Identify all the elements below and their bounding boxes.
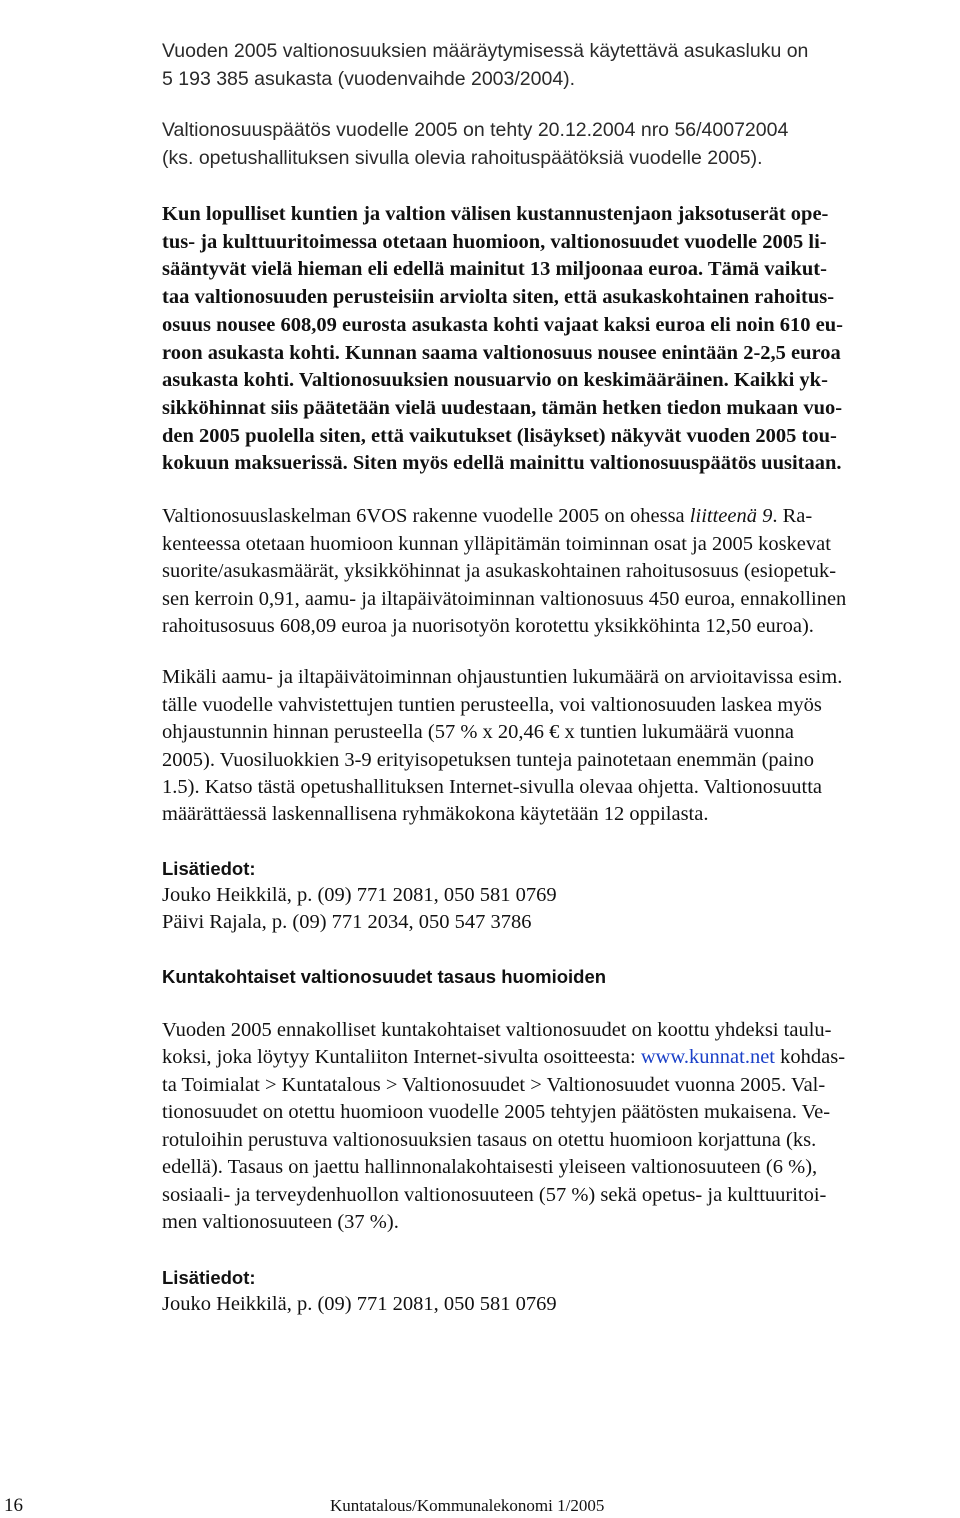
bold-line: taa valtionosuuden perusteisiin arviolta siten, että asukaskohtainen rahoitus- [162,286,835,308]
morning-line: ohjaustunnin hinnan perusteella (57 % x 20,46 € x tuntien lukumäärä vuonna [162,721,794,743]
section-line: men valtionosuuteen (37 %). [162,1211,399,1233]
publication-name: Kuntatalous/Kommunalekonomi 1/2005 [330,1496,605,1515]
morning-line: 2005). Vuosiluokkien 3-9 erityisopetuksen tunteja painotetaan enemmän (paino [162,749,814,771]
intro-line: (ks. opetushallituksen sivulla olevia rahoituspäätöksiä vuodelle 2005). [162,147,763,169]
bold-line: asukasta kohti. Valtionosuuksien nousuarvio on keskimääräinen. Kaikki yk- [162,369,828,391]
attachment-reference: liitteenä 9 [689,505,773,527]
intro-line: Vuoden 2005 valtionosuuksien määräytymisessä käytettävä asukasluku on [162,40,809,62]
bold-line: Kun lopulliset kuntien ja valtion välisen kustannustenjaon jaksotuserät ope- [162,203,829,225]
section-line: tionosuudet on otettu huomioon vuodelle 2005 tehtyjen päätösten mukaisena. Ve- [162,1101,831,1123]
contacts-heading: Lisätiedot: [162,1267,256,1288]
bold-line: roon asukasta kohti. Kunnan saama valtionosuus nousee enintään 2-2,5 euroa [162,342,841,364]
structure-text: . Ra- [772,505,813,527]
structure-line: suorite/asukasmäärät, yksikköhinnat ja asukaskohtainen rahoitusosuus (esiopetuk- [162,560,837,582]
section-line [162,1044,845,1070]
contact-line: Jouko Heikkilä, p. (09) 771 2081, 050 581 0769 [162,1293,557,1315]
contact-line: Jouko Heikkilä, p. (09) 771 2081, 050 581 0769 [162,884,557,906]
section-line: Vuoden 2005 ennakolliset kuntakohtaiset valtionosuudet on koottu yhdeksi taulu- [162,1019,832,1041]
bold-line: kokuun maksuerissä. Siten myös edellä mainittu valtionosuuspäätös uusitaan. [162,452,842,474]
section-line: sosiaali- ja terveydenhuollon valtionosuuteen (57 %) sekä opetus- ja kulttuuritoi- [162,1184,827,1206]
section-line: ta Toimialat > Kuntatalous > Valtionosuudet > Valtionosuudet vuonna 2005. Val- [162,1074,826,1096]
morning-line: 1.5). Katso tästä opetushallituksen Internet-sivulla olevaa ohjetta. Valtionosuutta [162,776,823,798]
bold-line: sikköhinnat siis päätetään vielä uudestaan, tämän hetken tiedon mukaan vuo- [162,397,843,419]
bold-line: tus- ja kulttuuritoimessa otetaan huomioon, valtionosuudet vuodelle 2005 li- [162,231,827,253]
structure-line: kenteessa otetaan huomioon kunnan ylläpitämän toiminnan osat ja 2005 koskevat [162,533,831,555]
kunnat-link[interactable]: www.kunnat.net [640,1046,775,1068]
page-number: 16 [4,1495,23,1516]
section-text: kohdas- [775,1046,846,1068]
section-line: rotuloihin perustuva valtionosuuksien tasaus on otettu huomioon korjattuna (ks. [162,1129,817,1151]
intro-line: 5 193 385 asukasta (vuodenvaihde 2003/2004). [162,68,576,90]
structure-line [162,503,812,529]
structure-text: Valtionosuuslaskelman 6VOS rakenne vuodelle 2005 on ohessa [162,505,690,527]
bold-line: osuus nousee 608,09 eurosta asukasta kohti vajaat kaksi euroa eli noin 610 eu- [162,314,843,336]
morning-line: Mikäli aamu- ja iltapäivätoiminnan ohjaustuntien lukumäärä on arvioitavissa esim. [162,666,843,688]
section-heading: Kuntakohtaiset valtionosuudet tasaus huomioiden [162,966,607,987]
contacts-heading: Lisätiedot: [162,858,256,879]
contact-line: Päivi Rajala, p. (09) 771 2034, 050 547 3786 [162,911,532,933]
morning-line: määrättäessä laskennallisena ryhmäkokona käytetään 12 oppilasta. [162,803,709,825]
section-text: koksi, joka löytyy Kuntaliiton Internet-sivulta osoitteesta: [162,1046,641,1068]
intro-line: Valtionosuuspäätös vuodelle 2005 on tehty 20.12.2004 nro 56/40072004 [162,119,789,141]
structure-line: sen kerroin 0,91, aamu- ja iltapäivätoiminnan valtionosuus 450 euroa, ennakollinen [162,588,847,610]
bold-line: den 2005 puolella siten, että vaikutukset (lisäykset) näkyvät vuoden 2005 tou- [162,425,837,447]
structure-line: rahoitusosuus 608,09 euroa ja nuorisotyön korotettu yksikköhinta 12,50 euroa). [162,615,814,637]
morning-line: tälle vuodelle vahvistettujen tuntien perusteella, voi valtionosuuden laskea myös [162,694,822,716]
section-line: edellä). Tasaus on jaettu hallinnonalakohtaisesti yleiseen valtionosuuteen (6 %), [162,1156,818,1178]
bold-line: sääntyvät vielä hieman eli edellä mainitut 13 miljoonaa euroa. Tämä vaikut- [162,258,827,280]
